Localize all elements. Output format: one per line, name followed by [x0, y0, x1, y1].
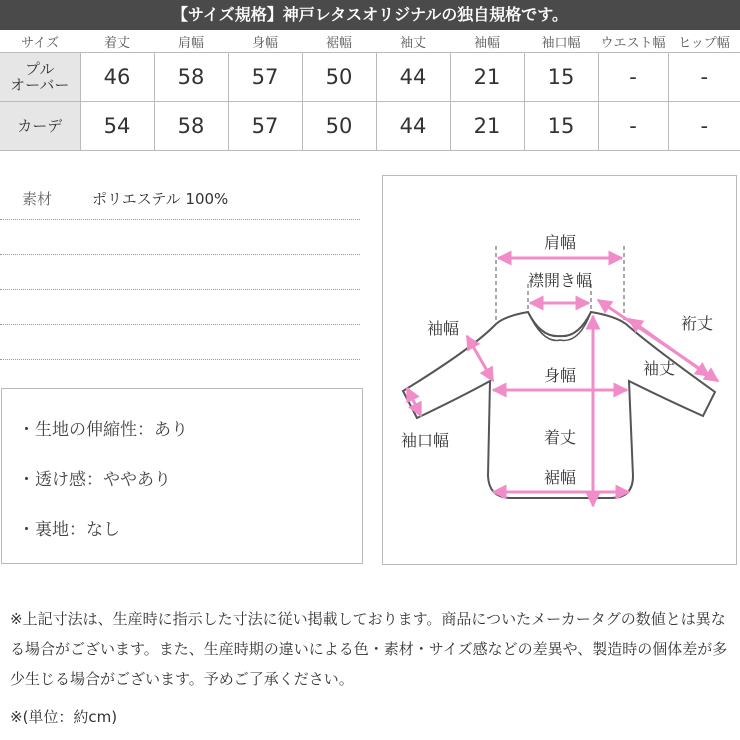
table-cell: 50	[302, 102, 376, 151]
table-cell: -	[668, 53, 740, 102]
label-cuff-width: 袖口幅	[400, 431, 450, 450]
table-cell: 15	[524, 102, 598, 151]
header-cell: 裾幅	[302, 30, 376, 53]
size-spec-banner: 【サイズ規格】神戸レタスオリジナルの独自規格です。	[0, 0, 740, 30]
row-label	[0, 102, 80, 151]
label-neck-width: 襟開き幅	[527, 271, 593, 290]
measurement-diagram	[382, 175, 737, 565]
table-cell: 21	[450, 53, 524, 102]
header-cell: 肩幅	[154, 30, 228, 53]
dotted-divider	[0, 220, 360, 255]
table-cell: 58	[154, 102, 228, 151]
size-table-header-row	[0, 30, 740, 53]
table-cell: 46	[80, 53, 154, 102]
table-cell: -	[598, 53, 668, 102]
material-section	[0, 185, 360, 360]
sleeve-width-arrow	[467, 336, 493, 381]
table-cell: 15	[524, 53, 598, 102]
table-cell: 57	[228, 102, 302, 151]
material-label: 素材	[22, 190, 53, 208]
table-row	[0, 102, 740, 151]
header-cell: ヒップ幅	[668, 30, 740, 53]
table-cell: 57	[228, 53, 302, 102]
unit-note: ※(単位：約cm)	[10, 708, 118, 726]
table-cell: 54	[80, 102, 154, 151]
label-body-width: 身幅	[543, 366, 577, 385]
row-label-line1: カーデ	[17, 117, 63, 135]
label-length: 着丈	[543, 428, 577, 447]
material-row	[0, 185, 360, 220]
measurement-disclaimer: ※上記寸法は、生産時に指示した寸法に従い掲載しております。商品についたメーカータグの数値とは異なる場合がございます。また、生産時期の違いによる色・素材・サイズ感などの差異や、製造時の個体差が多少生じる場合がございます。予めご了承ください。	[10, 610, 728, 688]
label-shoulder-width: 肩幅	[543, 233, 577, 252]
table-cell: 58	[154, 53, 228, 102]
label-yuki-length: 裄丈	[680, 314, 714, 333]
table-cell: 44	[376, 53, 450, 102]
lining-property: ・裏地：なし	[18, 520, 120, 540]
label-sleeve-length: 袖丈	[642, 359, 676, 378]
table-cell: 44	[376, 102, 450, 151]
dotted-divider	[0, 290, 360, 325]
size-table	[0, 30, 740, 151]
material-value: ポリエステル 100%	[92, 190, 229, 208]
dotted-divider	[0, 325, 360, 360]
header-cell: 着丈	[80, 30, 154, 53]
table-row	[0, 53, 740, 102]
row-label-line1: プル	[25, 60, 55, 78]
table-cell: -	[668, 102, 740, 151]
table-cell: 50	[302, 53, 376, 102]
header-cell: サイズ	[0, 30, 80, 53]
measurement-diagram-svg	[383, 176, 738, 566]
header-cell: 袖幅	[450, 30, 524, 53]
sheerness-property: ・透け感：ややあり	[18, 470, 171, 490]
row-label	[0, 53, 80, 102]
header-cell: 袖口幅	[524, 30, 598, 53]
row-label-line2: オーバー	[10, 76, 70, 94]
label-sleeve-width: 袖幅	[426, 319, 460, 338]
stretch-property: ・生地の伸縮性：あり	[18, 420, 188, 440]
header-cell: 袖丈	[376, 30, 450, 53]
table-cell: 21	[450, 102, 524, 151]
fabric-properties-box	[1, 388, 363, 564]
dotted-divider	[0, 255, 360, 290]
table-cell: -	[598, 102, 668, 151]
header-cell: ウエスト幅	[598, 30, 668, 53]
header-cell: 身幅	[228, 30, 302, 53]
label-hem-width: 裾幅	[543, 468, 577, 487]
